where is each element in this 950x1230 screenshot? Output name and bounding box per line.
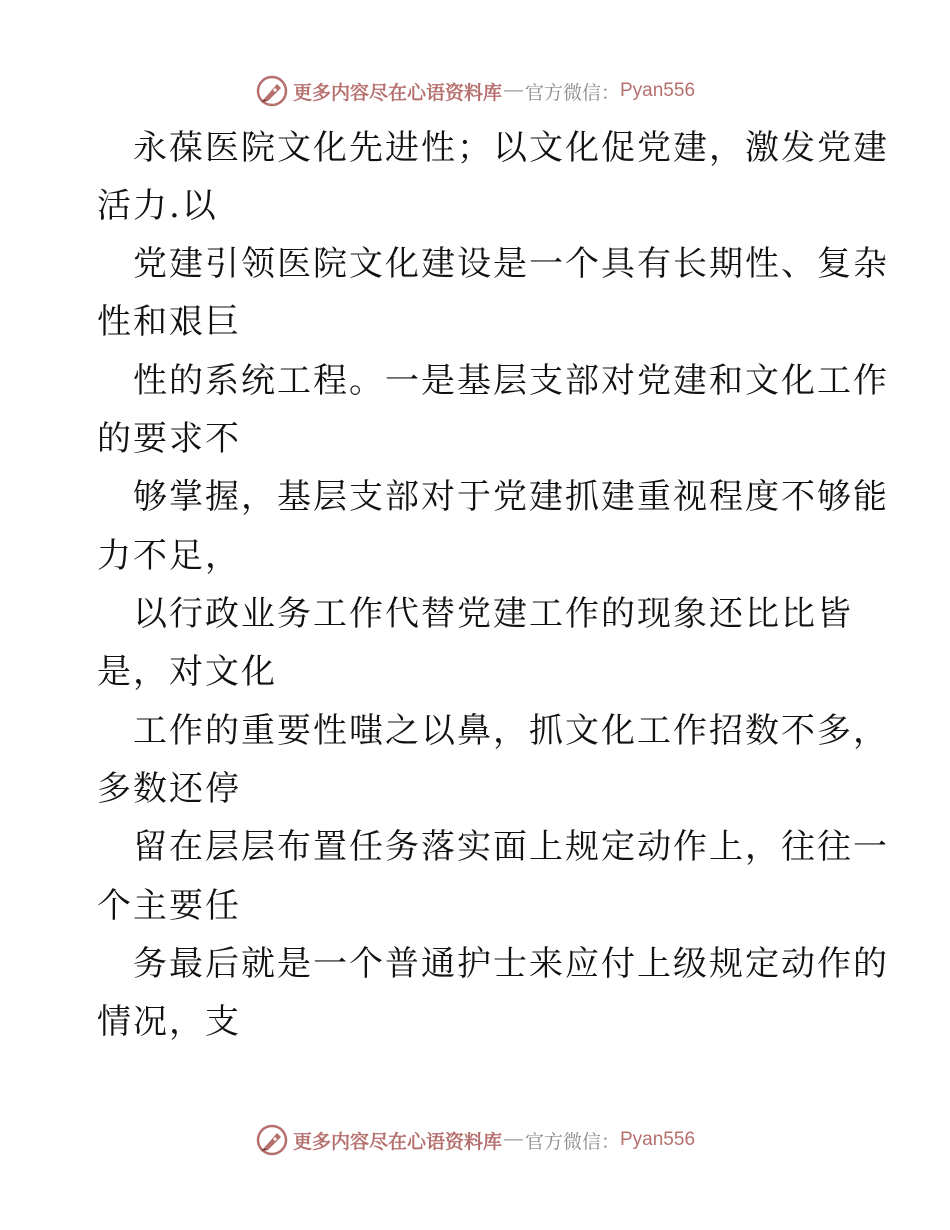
body-line: 以行政业务工作代替党建工作的现象还比比皆 <box>133 594 853 634</box>
header-banner <box>0 71 950 111</box>
pen-nib-logo-icon <box>255 1123 289 1157</box>
body-line: 工作的重要性嗤之以鼻，抓文化工作招数不多， <box>133 711 889 751</box>
body-line: 个主要任 <box>97 886 241 926</box>
banner-text: 更多内容尽在心语资料库 <box>292 81 502 104</box>
body-line: 务最后就是一个普通护士来应付上级规定动作的 <box>133 944 889 984</box>
body-line: 够掌握，基层支部对于党建抓建重视程度不够能 <box>133 477 889 517</box>
banner-wechat-label: 官方微信： <box>524 81 620 104</box>
body-line: 活力.以 <box>97 186 218 226</box>
body-line: 留在层层布置任务落实面上规定动作上，往往一 <box>133 827 889 867</box>
banner-wechat-id: Pyan556 <box>620 1129 696 1150</box>
banner-wechat-id: Pyan556 <box>620 80 696 101</box>
body-line: 的要求不 <box>97 419 241 459</box>
body-line: 党建引领医院文化建设是一个具有长期性、复杂 <box>133 244 889 284</box>
banner-text: 更多内容尽在心语资料库 <box>292 1130 502 1153</box>
body-line: 性和艰巨 <box>97 302 241 342</box>
body-line: 永葆医院文化先进性；以文化促党建，激发党建 <box>133 128 889 168</box>
footer-banner <box>0 1120 950 1160</box>
body-line: 是，对文化 <box>97 652 277 692</box>
body-line: 力不足， <box>97 536 241 576</box>
banner-wechat-label: 官方微信： <box>524 1130 620 1153</box>
body-line: 多数还停 <box>97 769 241 809</box>
banner-separator: — <box>503 80 523 101</box>
banner-separator: — <box>503 1129 523 1150</box>
body-line: 情况，支 <box>97 1002 241 1042</box>
pen-nib-logo-icon <box>255 74 289 108</box>
body-line: 性的系统工程。一是基层支部对党建和文化工作 <box>133 361 889 401</box>
